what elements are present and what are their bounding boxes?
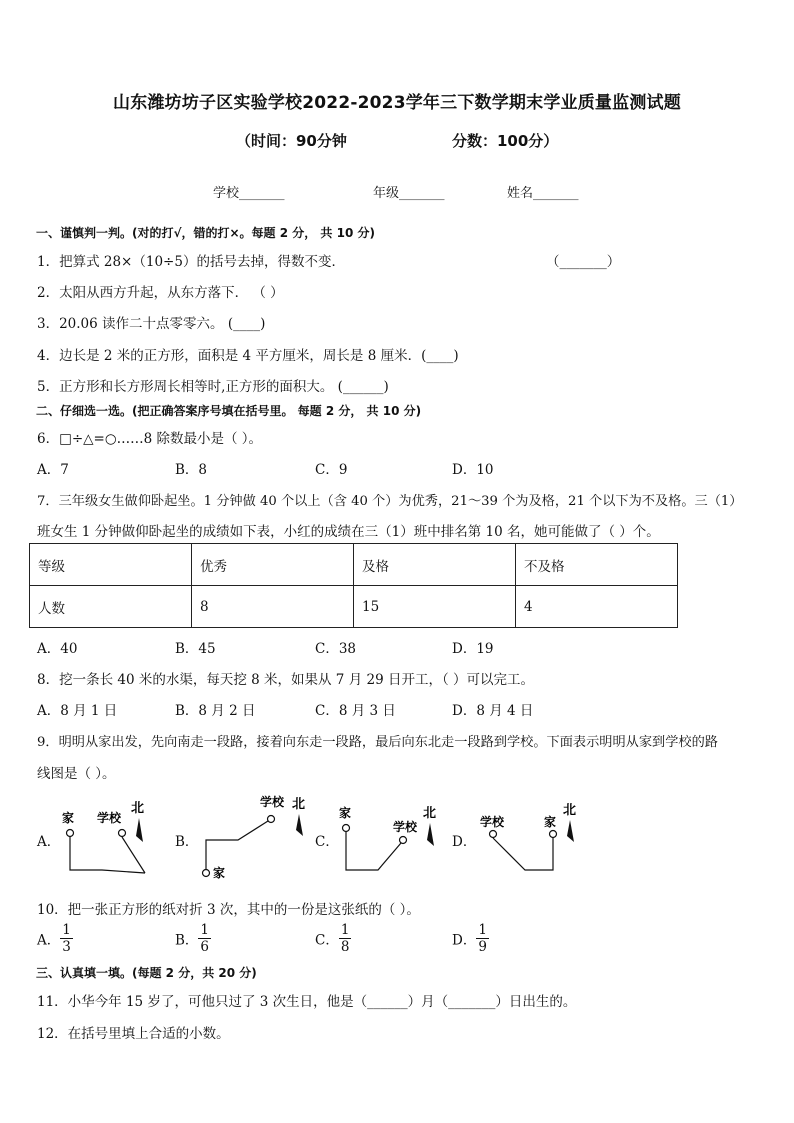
section2-heading: 二、仔细选一选。(把正确答案序号填在括号里。 每题 2 分， 共 10 分) (36, 404, 422, 418)
q6-option-a[interactable]: A．7 (37, 462, 69, 478)
option-letter: D． (452, 932, 477, 949)
q7-option-c[interactable]: C．38 (315, 641, 357, 657)
q10-option-a[interactable] (37, 922, 73, 955)
fraction-denominator: 9 (478, 939, 487, 955)
north-arrow-icon (567, 820, 574, 842)
exam-time: （时间：90分钟 (236, 132, 347, 150)
north-label: 北 (423, 806, 437, 821)
q9-option-b[interactable]: B． (175, 834, 199, 850)
north-label: 北 (563, 803, 577, 818)
section1-heading: 一、谨慎判一判。(对的打√，错的打×。每题 2 分， 共 10 分) (36, 226, 375, 240)
question-10: 10．把一张正方形的纸对折 3 次，其中的一份是这张纸的（ ）。 (37, 902, 420, 918)
table-header-cell: 等级 (30, 544, 192, 586)
school-label: 学校 (260, 795, 285, 809)
north-label: 北 (292, 797, 306, 812)
q10-option-d[interactable] (452, 922, 489, 955)
school-label: 学校 (393, 820, 418, 834)
question-1-blank[interactable]: （_______） (546, 254, 621, 270)
question-7-line2: 班女生 1 分钟做仰卧起坐的成绩如下表，小红的成绩在三（1）班中排名第 10 名，她可能做了（ ）个。 (37, 524, 660, 540)
home-label: 家 (544, 815, 557, 829)
fraction-denominator: 8 (340, 939, 350, 955)
fraction (198, 922, 211, 955)
table-header-cell: 及格 (354, 544, 516, 586)
q7-option-a[interactable]: A．40 (37, 641, 78, 657)
q7-option-b[interactable]: B．45 (175, 641, 216, 657)
question-9-line2: 线图是（ ）。 (37, 766, 116, 782)
q6-option-d[interactable]: D．10 (452, 462, 494, 478)
section3-heading: 三、认真填一填。(每题 2 分，共 20 分) (36, 966, 257, 980)
q8-option-b[interactable]: B．8 月 2 日 (175, 703, 256, 719)
q9-option-a[interactable]: A． (37, 834, 61, 850)
question-7-line1: 7．三年级女生做仰卧起坐。1 分钟做 40 个以上（含 40 个）为优秀，21～39 个为及格，21 个以下为不及格。三（1） (37, 494, 743, 509)
school-point (268, 816, 275, 823)
home-point (203, 870, 210, 877)
route-diagram-b[interactable] (203, 794, 306, 880)
school-field[interactable]: 学校_______ (213, 186, 285, 201)
exam-title: 山东潍坊坊子区实验学校2022-2023学年三下数学期末学业质量监测试题 (113, 93, 681, 113)
table-header-cell: 不及格 (516, 544, 678, 586)
question-12: 12．在括号里填上合适的小数。 (37, 1026, 230, 1042)
north-arrow-icon (427, 823, 434, 846)
q10-option-c[interactable] (315, 922, 351, 955)
route-line (122, 837, 145, 873)
table-row (30, 586, 678, 628)
q10-option-b[interactable] (175, 922, 211, 955)
exam-score: 分数：100分） (452, 132, 559, 150)
route-line (206, 821, 268, 870)
grade-field[interactable]: 年级_______ (373, 186, 445, 201)
question-4: 4．边长是 2 米的正方形，面积是 4 平方厘米，周长是 8 厘米．(____) (37, 348, 459, 364)
route-line (493, 838, 553, 870)
q9-option-c[interactable]: C． (315, 834, 339, 850)
q9-option-d[interactable]: D． (452, 834, 477, 850)
question-8: 8．挖一条长 40 米的水渠，每天挖 8 米，如果从 7 月 29 日开工，（ ）可以完工。 (37, 672, 534, 688)
option-letter: C． (315, 932, 339, 949)
table-header-cell: 优秀 (192, 544, 354, 586)
home-point (343, 825, 350, 832)
north-arrow-icon (136, 818, 143, 842)
route-diagrams (0, 790, 794, 885)
fraction (476, 922, 489, 955)
q7-option-d[interactable]: D．19 (452, 641, 494, 657)
question-3: 3．20.06 读作二十点零零六。 (____) (37, 316, 266, 332)
table-cell: 15 (354, 586, 516, 628)
route-line (346, 832, 401, 870)
fraction-numerator: 1 (478, 922, 487, 938)
school-label: 学校 (97, 811, 122, 825)
q8-option-c[interactable]: C．8 月 3 日 (315, 703, 396, 719)
table-row (30, 544, 678, 586)
option-letter: A． (37, 932, 61, 949)
score-table (29, 543, 678, 628)
fraction-denominator: 6 (200, 939, 210, 955)
north-label: 北 (131, 801, 145, 816)
name-field[interactable]: 姓名_______ (507, 186, 579, 201)
fraction (339, 922, 352, 955)
question-1: 1．把算式 28×（10÷5）的括号去掉，得数不变． (37, 254, 345, 270)
q8-option-d[interactable]: D．8 月 4 日 (452, 703, 534, 719)
table-cell: 人数 (30, 586, 192, 628)
home-label: 家 (213, 866, 226, 880)
question-9-line1: 9．明明从家出发，先向南走一段路，接着向东走一段路，最后向东北走一段路到学校。下面表示明明从家到学校的路 (37, 735, 718, 750)
option-letter: B． (175, 932, 199, 949)
school-point (119, 830, 126, 837)
fraction-numerator: 1 (200, 922, 210, 938)
north-arrow-icon (296, 814, 303, 836)
fraction (60, 922, 73, 955)
route-diagram-a[interactable] (62, 801, 145, 873)
home-label: 家 (62, 811, 75, 825)
route-diagram-d[interactable] (480, 803, 576, 870)
route-diagram-c[interactable] (339, 805, 436, 870)
question-5: 5．正方形和长方形周长相等时,正方形的面积大。 (______) (37, 379, 389, 395)
fraction-numerator: 1 (62, 922, 71, 938)
fraction-numerator: 1 (340, 922, 350, 938)
school-point (490, 831, 497, 838)
q6-option-b[interactable]: B．8 (175, 462, 208, 478)
home-point (550, 831, 557, 838)
school-label: 学校 (480, 815, 505, 829)
home-label: 家 (339, 806, 352, 820)
q6-option-c[interactable]: C．9 (315, 462, 348, 478)
q8-option-a[interactable]: A．8 月 1 日 (37, 703, 118, 719)
school-point (400, 837, 407, 844)
fraction-denominator: 3 (62, 939, 71, 955)
question-6: 6．□÷△=○……8 除数最小是（ ）。 (37, 431, 263, 447)
table-cell: 8 (192, 586, 354, 628)
home-point (67, 830, 74, 837)
question-11: 11．小华今年 15 岁了，可他只过了 3 次生日，他是（______）月（_______）日出生的。 (37, 994, 577, 1010)
table-cell: 4 (516, 586, 678, 628)
question-2: 2．太阳从西方升起，从东方落下． （ ） (37, 285, 284, 301)
